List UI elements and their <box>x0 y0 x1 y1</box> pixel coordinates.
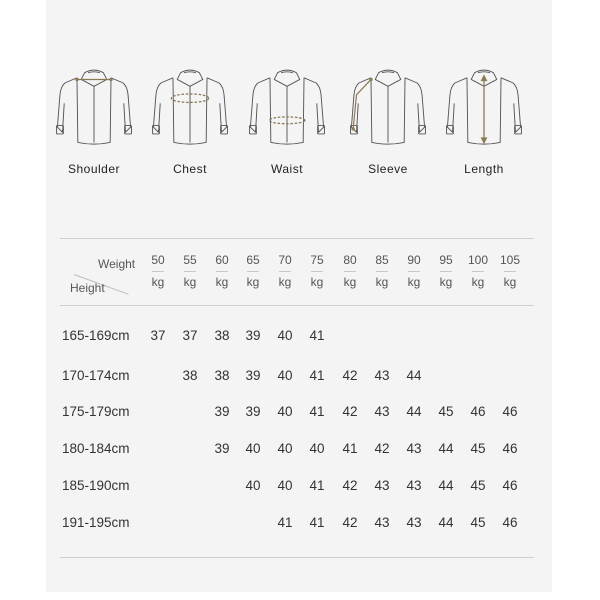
size-cell: 45 <box>438 404 454 419</box>
size-cell: 44 <box>438 441 454 456</box>
size-cell: 41 <box>309 328 325 343</box>
weight-unit: kg <box>278 275 292 289</box>
size-cell: 37 <box>150 328 166 343</box>
header-rule <box>60 305 534 306</box>
weight-value: 60 <box>215 253 229 267</box>
table-row <box>60 368 534 388</box>
size-cell: 45 <box>470 478 486 493</box>
size-cell: 46 <box>470 404 486 419</box>
size-cell: 40 <box>309 441 325 456</box>
size-cell: 44 <box>406 404 422 419</box>
height-range: 165-169cm <box>62 328 130 343</box>
weight-divider <box>311 271 323 272</box>
size-cell: 40 <box>245 441 261 456</box>
weight-value: 50 <box>151 253 165 267</box>
measure-label: Waist <box>270 162 304 176</box>
weight-column-header <box>207 253 237 289</box>
size-cell: 43 <box>374 404 390 419</box>
height-range: 191-195cm <box>62 515 130 530</box>
weight-divider <box>216 271 228 272</box>
weight-unit: kg <box>151 275 165 289</box>
size-cell: 37 <box>182 328 198 343</box>
shirt-length-icon <box>444 60 524 150</box>
size-cell: 43 <box>406 441 422 456</box>
weight-column-header <box>143 253 173 289</box>
size-cell: 46 <box>502 478 518 493</box>
height-range: 185-190cm <box>62 478 130 493</box>
weight-column-header <box>175 253 205 289</box>
weight-divider <box>376 271 388 272</box>
size-cell: 41 <box>277 515 293 530</box>
measure-shoulder <box>54 60 134 176</box>
weight-unit: kg <box>310 275 324 289</box>
weight-divider <box>504 271 516 272</box>
size-cell: 41 <box>309 515 325 530</box>
measure-length <box>444 60 524 176</box>
table-row <box>60 478 534 498</box>
weight-divider <box>247 271 259 272</box>
weight-unit: kg <box>183 275 197 289</box>
size-cell: 38 <box>182 368 198 383</box>
size-cell: 39 <box>214 441 230 456</box>
size-cell: 45 <box>470 515 486 530</box>
size-cell: 39 <box>245 368 261 383</box>
weight-value: 105 <box>499 253 521 267</box>
weight-value: 100 <box>467 253 489 267</box>
weight-header: Weight <box>98 257 136 271</box>
size-cell: 44 <box>438 515 454 530</box>
size-cell: 44 <box>406 368 422 383</box>
size-cell: 41 <box>309 368 325 383</box>
table-row <box>60 328 534 348</box>
measure-waist <box>247 60 327 176</box>
size-cell: 39 <box>245 328 261 343</box>
size-cell: 44 <box>438 478 454 493</box>
weight-divider <box>472 271 484 272</box>
shirt-waist-icon <box>247 60 327 150</box>
size-cell: 41 <box>309 478 325 493</box>
weight-unit: kg <box>215 275 229 289</box>
table-bottom-rule <box>60 557 534 558</box>
weight-column-header <box>335 253 365 289</box>
size-cell: 40 <box>277 441 293 456</box>
size-cell: 43 <box>374 515 390 530</box>
table-row <box>60 441 534 461</box>
height-header: Height <box>70 281 105 295</box>
height-range: 180-184cm <box>62 441 130 456</box>
weight-unit: kg <box>471 275 485 289</box>
table-row <box>60 515 534 535</box>
size-cell: 40 <box>277 328 293 343</box>
size-cell: 46 <box>502 441 518 456</box>
size-cell: 45 <box>470 441 486 456</box>
size-cell: 46 <box>502 404 518 419</box>
weight-value: 90 <box>407 253 421 267</box>
weight-unit: kg <box>375 275 389 289</box>
weight-unit: kg <box>343 275 357 289</box>
size-cell: 40 <box>277 478 293 493</box>
measure-sleeve <box>348 60 428 176</box>
measure-label: Chest <box>173 162 207 176</box>
weight-unit: kg <box>503 275 517 289</box>
size-cell: 42 <box>342 368 358 383</box>
weight-divider <box>440 271 452 272</box>
weight-column-header <box>238 253 268 289</box>
size-cell: 42 <box>374 441 390 456</box>
size-cell: 38 <box>214 368 230 383</box>
weight-divider <box>344 271 356 272</box>
weight-column-header <box>270 253 300 289</box>
measure-chest <box>150 60 230 176</box>
height-range: 170-174cm <box>62 368 130 383</box>
weight-column-header <box>367 253 397 289</box>
weight-value: 80 <box>343 253 357 267</box>
size-cell: 43 <box>374 368 390 383</box>
size-guide-panel <box>46 0 552 592</box>
size-cell: 39 <box>245 404 261 419</box>
weight-value: 55 <box>183 253 197 267</box>
weight-value: 85 <box>375 253 389 267</box>
size-cell: 41 <box>309 404 325 419</box>
measure-label: Shoulder <box>67 162 121 176</box>
shirt-shoulder-icon <box>54 60 134 150</box>
weight-column-header <box>302 253 332 289</box>
table-row <box>60 404 534 424</box>
weight-value: 70 <box>278 253 292 267</box>
size-cell: 43 <box>406 478 422 493</box>
size-cell: 42 <box>342 478 358 493</box>
size-cell: 43 <box>406 515 422 530</box>
size-cell: 42 <box>342 515 358 530</box>
size-cell: 39 <box>214 404 230 419</box>
weight-value: 75 <box>310 253 324 267</box>
measure-label: Sleeve <box>368 162 408 176</box>
size-cell: 46 <box>502 515 518 530</box>
shirt-sleeve-icon <box>348 60 428 150</box>
shirt-chest-icon <box>150 60 230 150</box>
weight-value: 65 <box>246 253 260 267</box>
measurement-guide <box>46 60 552 190</box>
table-header <box>60 238 534 305</box>
size-cell: 41 <box>342 441 358 456</box>
weight-value: 95 <box>439 253 453 267</box>
size-cell: 40 <box>277 368 293 383</box>
weight-column-header <box>495 253 525 289</box>
size-cell: 43 <box>374 478 390 493</box>
height-range: 175-179cm <box>62 404 130 419</box>
size-cell: 38 <box>214 328 230 343</box>
size-cell: 42 <box>342 404 358 419</box>
measure-label: Length <box>464 162 504 176</box>
weight-unit: kg <box>407 275 421 289</box>
weight-divider <box>152 271 164 272</box>
weight-column-header <box>431 253 461 289</box>
weight-unit: kg <box>246 275 260 289</box>
weight-divider <box>184 271 196 272</box>
size-cell: 40 <box>245 478 261 493</box>
size-cell: 40 <box>277 404 293 419</box>
weight-column-header <box>463 253 493 289</box>
weight-unit: kg <box>439 275 453 289</box>
weight-divider <box>279 271 291 272</box>
weight-column-header <box>399 253 429 289</box>
weight-divider <box>408 271 420 272</box>
